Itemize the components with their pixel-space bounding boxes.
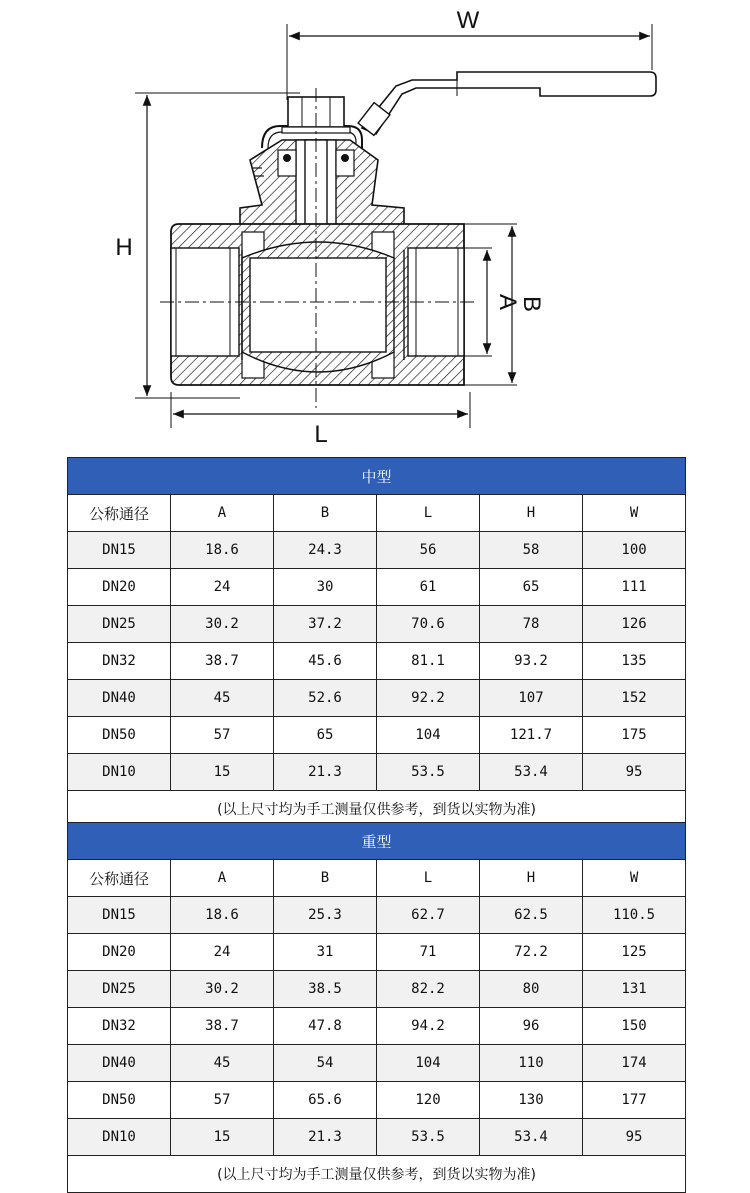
row-header-cell: DN10 [68, 1119, 171, 1156]
value-cell: 150 [583, 1008, 686, 1045]
dimension-l [171, 392, 470, 448]
table-row [68, 606, 686, 643]
value-cell: 95 [583, 1119, 686, 1156]
col-header: H [480, 860, 583, 897]
value-cell: 121.7 [480, 717, 583, 754]
col-header: H [480, 495, 583, 532]
value-cell: 38.7 [171, 1008, 274, 1045]
spec-table-heavy [67, 822, 686, 1193]
row-header-cell: DN50 [68, 1082, 171, 1119]
value-cell: 57 [171, 717, 274, 754]
value-cell: 45 [171, 1045, 274, 1082]
col-header: 公称通径 [68, 495, 171, 532]
value-cell: 94.2 [377, 1008, 480, 1045]
value-cell: 53.4 [480, 754, 583, 791]
row-header-cell: DN25 [68, 971, 171, 1008]
value-cell: 38.7 [171, 643, 274, 680]
col-header: L [377, 860, 480, 897]
value-cell: 131 [583, 971, 686, 1008]
table-row [68, 1008, 686, 1045]
value-cell: 58 [480, 532, 583, 569]
value-cell: 54 [274, 1045, 377, 1082]
value-cell: 21.3 [274, 1119, 377, 1156]
value-cell: 65 [480, 569, 583, 606]
valve-body [171, 224, 464, 385]
value-cell: 174 [583, 1045, 686, 1082]
row-header-cell: DN40 [68, 680, 171, 717]
value-cell: 15 [171, 1119, 274, 1156]
value-cell: 126 [583, 606, 686, 643]
value-cell: 24 [171, 934, 274, 971]
value-cell: 177 [583, 1082, 686, 1119]
value-cell: 71 [377, 934, 480, 971]
value-cell: 96 [480, 1008, 583, 1045]
table-row [68, 1119, 686, 1156]
value-cell: 72.2 [480, 934, 583, 971]
value-cell: 82.2 [377, 971, 480, 1008]
col-header: B [274, 860, 377, 897]
value-cell: 25.3 [274, 897, 377, 934]
row-header-cell: DN20 [68, 569, 171, 606]
table-body [68, 897, 686, 1156]
table-row [68, 971, 686, 1008]
dim-label-a: A [494, 293, 521, 311]
value-cell: 18.6 [171, 532, 274, 569]
value-cell: 70.6 [377, 606, 480, 643]
table-note: (以上尺寸均为手工测量仅供参考，到货以实物为准) [68, 1156, 686, 1193]
table-row [68, 897, 686, 934]
value-cell: 111 [583, 569, 686, 606]
value-cell: 57 [171, 1082, 274, 1119]
table-row [68, 1082, 686, 1119]
value-cell: 53.5 [377, 754, 480, 791]
row-header-cell: DN15 [68, 897, 171, 934]
value-cell: 104 [377, 717, 480, 754]
value-cell: 130 [480, 1082, 583, 1119]
dim-label-w: W [456, 7, 480, 34]
value-cell: 61 [377, 569, 480, 606]
col-header: L [377, 495, 480, 532]
value-cell: 21.3 [274, 754, 377, 791]
value-cell: 104 [377, 1045, 480, 1082]
value-cell: 65.6 [274, 1082, 377, 1119]
row-header-cell: DN50 [68, 717, 171, 754]
row-header-cell: DN40 [68, 1045, 171, 1082]
dim-label-h: H [115, 234, 133, 261]
value-cell: 152 [583, 680, 686, 717]
value-cell: 30 [274, 569, 377, 606]
value-cell: 45 [171, 680, 274, 717]
value-cell: 95 [583, 754, 686, 791]
col-header: A [171, 860, 274, 897]
col-header: A [171, 495, 274, 532]
col-header: B [274, 495, 377, 532]
col-header: 公称通径 [68, 860, 171, 897]
value-cell: 78 [480, 606, 583, 643]
row-header-cell: DN20 [68, 934, 171, 971]
table-row [68, 934, 686, 971]
value-cell: 56 [377, 532, 480, 569]
col-header: W [583, 860, 686, 897]
value-cell: 30.2 [171, 971, 274, 1008]
ball-valve-drawing [0, 0, 750, 450]
value-cell: 175 [583, 717, 686, 754]
value-cell: 15 [171, 754, 274, 791]
table-row [68, 643, 686, 680]
value-cell: 38.5 [274, 971, 377, 1008]
value-cell: 110 [480, 1045, 583, 1082]
value-cell: 30.2 [171, 606, 274, 643]
value-cell: 53.5 [377, 1119, 480, 1156]
value-cell: 80 [480, 971, 583, 1008]
value-cell: 125 [583, 934, 686, 971]
value-cell: 18.6 [171, 897, 274, 934]
table-title: 中型 [68, 458, 686, 495]
col-header: W [583, 495, 686, 532]
dim-label-b: B [518, 295, 545, 313]
value-cell: 92.2 [377, 680, 480, 717]
value-cell: 24.3 [274, 532, 377, 569]
value-cell: 120 [377, 1082, 480, 1119]
table-row [68, 532, 686, 569]
value-cell: 81.1 [377, 643, 480, 680]
spec-table-medium [67, 457, 686, 828]
value-cell: 107 [480, 680, 583, 717]
value-cell: 62.5 [480, 897, 583, 934]
value-cell: 45.6 [274, 643, 377, 680]
row-header-cell: DN10 [68, 754, 171, 791]
row-header-cell: DN32 [68, 1008, 171, 1045]
value-cell: 110.5 [583, 897, 686, 934]
table-row [68, 1045, 686, 1082]
table-row [68, 569, 686, 606]
value-cell: 31 [274, 934, 377, 971]
table-row [68, 754, 686, 791]
value-cell: 100 [583, 532, 686, 569]
table-note: (以上尺寸均为手工测量仅供参考，到货以实物为准) [68, 791, 686, 828]
row-header-cell: DN32 [68, 643, 171, 680]
value-cell: 47.8 [274, 1008, 377, 1045]
value-cell: 62.7 [377, 897, 480, 934]
table-title: 重型 [68, 823, 686, 860]
table-row [68, 680, 686, 717]
row-header-cell: DN15 [68, 532, 171, 569]
table-body [68, 532, 686, 791]
dim-label-l: L [314, 421, 328, 448]
row-header-cell: DN25 [68, 606, 171, 643]
value-cell: 37.2 [274, 606, 377, 643]
value-cell: 93.2 [480, 643, 583, 680]
table-row [68, 717, 686, 754]
value-cell: 65 [274, 717, 377, 754]
value-cell: 53.4 [480, 1119, 583, 1156]
value-cell: 52.6 [274, 680, 377, 717]
value-cell: 24 [171, 569, 274, 606]
value-cell: 135 [583, 643, 686, 680]
